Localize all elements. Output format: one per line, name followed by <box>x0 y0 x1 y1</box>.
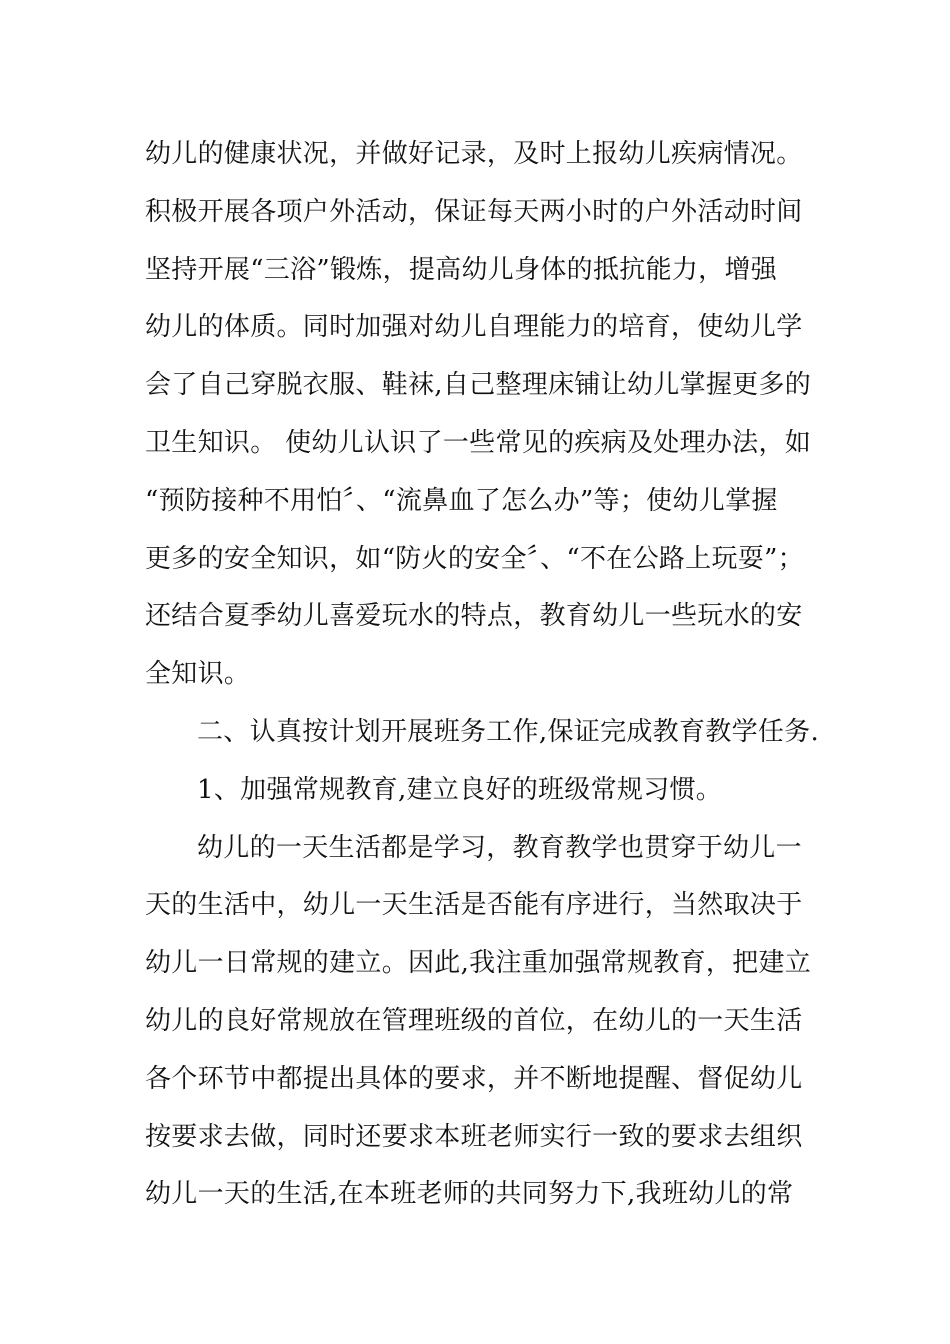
text-line: 幼儿一日常规的建立。因此,我注重加强常规教育，把建立 <box>145 948 812 979</box>
body-text <box>145 126 825 1224</box>
text-line: 更多的安全知识，如“防火的安全〞、“不在公路上玩耍”； <box>145 543 804 574</box>
text-line: 卫生知识。 使幼儿认识了一些常见的疾病及处理办法，如 <box>145 427 812 458</box>
text-line: 坚持开展“三浴”锻炼，提高幼儿身体的抵抗能力，增强 <box>145 254 778 285</box>
text-line: 各个环节中都提出具体的要求，并不断地提醒、督促幼儿 <box>145 1063 803 1094</box>
text-line: 幼儿的健康状况，并做好记录，及时上报幼儿疾病情况。 <box>145 139 803 169</box>
section-heading: 二、认真按计划开展班务工作,保证完成教育教学任务. <box>197 716 820 747</box>
text-line: 幼儿的良好常规放在管理班级的首位，在幼儿的一天生活 <box>145 1005 803 1036</box>
text-line: 全知识。 <box>145 659 251 690</box>
text-line: 积极开展各项户外活动，保证每天两小时的户外活动时间 <box>145 196 803 227</box>
subsection-heading: 1、加强常规教育,建立良好的班级常规习惯。 <box>197 774 723 805</box>
text-line: 按要求去做，同时还要求本班老师实行一致的要求去组织 <box>145 1121 803 1152</box>
text-line: 幼儿的一天生活都是学习，教育教学也贯穿于幼儿一 <box>197 832 802 863</box>
text-line: 会了自己穿脱衣服、鞋袜,自己整理床铺让幼儿掌握更多的 <box>145 370 812 401</box>
text-line: 天的生活中，幼儿一天生活是否能有序进行，当然取决于 <box>145 890 803 921</box>
text-line: 还结合夏季幼儿喜爱玩水的特点，教育幼儿一些玩水的安 <box>145 601 803 632</box>
text-line: 幼儿的体质。同时加强对幼儿自理能力的培育，使幼儿学 <box>145 312 803 343</box>
text-line: “预防接种不用怕〞、“流鼻血了怎么办”等；使幼儿掌握 <box>145 485 778 516</box>
text-line: 幼儿一天的生活,在本班老师的共同努力下,我班幼儿的常 <box>145 1179 794 1210</box>
